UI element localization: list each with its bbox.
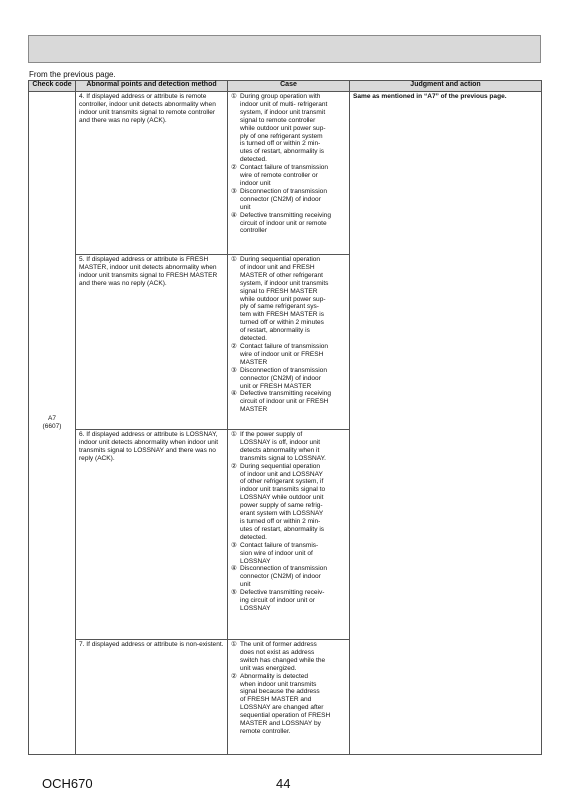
case-text-line: Contact failure of transmis-: [240, 541, 319, 549]
case-number: ②: [231, 164, 237, 172]
case-number: ④: [231, 390, 237, 398]
case-text: [240, 431, 346, 463]
case-text-line: Defective transmitting receiving: [240, 390, 331, 398]
case-text: [240, 589, 346, 613]
case-text-line: of FRESH MASTER and: [240, 696, 312, 704]
case-text: [240, 188, 346, 212]
case-number: ④: [231, 565, 237, 573]
case-text: [240, 390, 346, 414]
case-text-line: does not exist as address: [240, 648, 315, 656]
abnormal-point-cell: 5. If displayed address or attribute is FRESH MASTER, indoor unit detects abnormality when indoor unit transmits signal to FRESH MASTER and there was no reply (ACK).: [76, 255, 228, 430]
case-text-line: indoor unit transmits signal to: [240, 486, 326, 494]
case-text-line: unit was energized.: [240, 664, 297, 672]
case-text-line: sequential operation of FRESH: [240, 712, 331, 720]
case-text-line: tem with FRESH MASTER is: [240, 311, 325, 319]
case-text: [240, 641, 346, 673]
abnormal-point-cell: 6. If displayed address or attribute is LOSSNAY, indoor unit detects abnormality when indoor unit transmits signal to LOSSNAY and there was no reply (ACK).: [76, 430, 228, 640]
case-number: ①: [231, 641, 237, 648]
case-text: [240, 212, 346, 236]
case-text-line: while outdoor unit power sup-: [240, 124, 326, 132]
case-text-line: circuit of indoor unit or remote: [240, 219, 327, 227]
case-text-line: detected.: [240, 156, 267, 164]
case-text-line: During sequential operation: [240, 256, 321, 263]
case-text: [240, 343, 346, 367]
case-text-line: switch has changed while the: [240, 656, 326, 664]
case-item: [231, 565, 346, 589]
case-cell: [228, 92, 350, 255]
case-item: [231, 463, 346, 542]
case-text-line: ply of same refrigerant sys-: [240, 303, 319, 311]
case-text-line: unit: [240, 581, 251, 589]
case-text-line: Disconnection of transmission: [240, 366, 327, 374]
case-text-line: connector (CN2M) of indoor: [240, 374, 321, 382]
case-item: [231, 93, 346, 164]
case-text-line: LOSSNAY is off, indoor unit: [240, 438, 321, 446]
case-text-line: MASTER of other refrigerant: [240, 271, 323, 279]
col-header-judgment: Judgment and action: [350, 81, 542, 92]
case-item: [231, 164, 346, 188]
case-text-line: detected.: [240, 533, 267, 541]
case-number: ③: [231, 366, 237, 374]
case-text-line: system, if indoor unit transmit: [240, 108, 326, 116]
case-cell: [228, 255, 350, 430]
abnormal-point-cell: 7. If displayed address or attribute is non-existent.: [76, 640, 228, 755]
case-text-line: connector (CN2M) of indoor: [240, 573, 321, 581]
case-text-line: ing circuit of indoor unit or: [240, 597, 315, 605]
case-text-line: Disconnection of transmission: [240, 187, 327, 195]
case-text-line: wire of indoor unit or FRESH: [240, 350, 324, 358]
case-text-line: Contact failure of transmission: [240, 164, 329, 172]
case-text: [240, 463, 346, 542]
case-text-line: During group operation with: [240, 93, 321, 100]
case-number: ③: [231, 187, 237, 195]
case-text-line: utes of restart, abnormality is: [240, 148, 325, 156]
case-text-line: signal to FRESH MASTER: [240, 287, 318, 295]
document-code: OCH670: [42, 776, 93, 791]
abnormal-point-cell: 4. If displayed address or attribute is remote controller, indoor unit detects abnormality when indoor unit transmits signal to remote controller and there was no reply (ACK).: [76, 92, 228, 255]
case-number: ④: [231, 211, 237, 219]
case-item: [231, 673, 346, 736]
case-text-line: MASTER: [240, 406, 268, 414]
case-text-line: Defective transmitting receiv-: [240, 589, 325, 597]
case-item: [231, 343, 346, 367]
case-number: ②: [231, 672, 237, 680]
case-text: [240, 256, 346, 343]
table-row: [29, 92, 542, 255]
case-item: [231, 542, 346, 566]
case-item: [231, 188, 346, 212]
case-text-line: indoor unit: [240, 179, 271, 187]
case-text-line: is turned off or within 2 min-: [240, 140, 321, 148]
case-text-line: MASTER and LOSSNAY by: [240, 720, 321, 728]
case-number: ②: [231, 462, 237, 470]
case-cell: [228, 640, 350, 755]
col-header-abnormal-points: Abnormal points and detection method: [76, 81, 228, 92]
case-text-line: connector (CN2M) of indoor: [240, 195, 321, 203]
case-text-line: when indoor unit transmits: [240, 680, 317, 688]
judgment-action-cell: Same as mentioned in “A7” of the previous page.: [350, 92, 542, 755]
case-item: [231, 256, 346, 343]
case-text-line: sion wire of indoor unit of: [240, 549, 313, 557]
case-text-line: of other refrigerant system, if: [240, 478, 324, 486]
page-header-bar: [28, 35, 541, 63]
case-text-line: Defective transmitting receiving: [240, 211, 331, 219]
case-text-line: signal because the address: [240, 688, 320, 696]
case-item: [231, 367, 346, 391]
case-text-line: signal to remote controller: [240, 116, 316, 124]
case-text-line: of indoor unit and FRESH: [240, 263, 315, 271]
case-item: [231, 431, 346, 463]
case-item: [231, 641, 346, 673]
case-text-line: is turned off or within 2 min-: [240, 517, 321, 525]
case-text-line: remote controller.: [240, 727, 291, 735]
case-number: ①: [231, 431, 237, 438]
case-text-line: If the power supply of: [240, 431, 303, 438]
case-text: [240, 93, 346, 164]
check-code-cell: [29, 92, 76, 755]
case-text-line: unit: [240, 203, 251, 211]
case-text-line: turned off or within 2 minutes: [240, 319, 324, 327]
case-text-line: while outdoor unit power sup-: [240, 295, 326, 303]
case-text: [240, 673, 346, 736]
case-number: ①: [231, 256, 237, 263]
case-text-line: transmits signal to LOSSNAY.: [240, 454, 326, 462]
case-text-line: of indoor unit and LOSSNAY: [240, 470, 323, 478]
case-text-line: of restart, abnormality is: [240, 327, 310, 335]
case-text-line: indoor unit of multi- refrigerant: [240, 100, 328, 108]
case-text-line: LOSSNAY: [240, 604, 271, 612]
case-text-line: detected.: [240, 335, 267, 343]
case-text-line: LOSSNAY: [240, 557, 271, 565]
case-cell: [228, 430, 350, 640]
case-text-line: Contact failure of transmission: [240, 342, 329, 350]
case-text: [240, 367, 346, 391]
case-text-line: power supply of same refrig-: [240, 502, 323, 510]
case-text-line: MASTER: [240, 358, 268, 366]
case-text-line: utes of restart, abnormality is: [240, 525, 325, 533]
check-code-number: (6607): [42, 423, 62, 430]
case-number: ③: [231, 541, 237, 549]
table-header-row: [29, 81, 542, 92]
case-text: [240, 542, 346, 566]
case-item: [231, 390, 346, 414]
troubleshooting-table: [28, 80, 542, 755]
case-text-line: unit or FRESH MASTER: [240, 382, 312, 390]
case-item: [231, 589, 346, 613]
col-header-case: Case: [228, 81, 350, 92]
case-text-line: LOSSNAY are changed after: [240, 704, 324, 712]
case-text-line: ply of one refrigerant system: [240, 132, 323, 140]
case-text-line: detects abnormality when it: [240, 446, 320, 454]
case-text-line: circuit of indoor unit or FRESH: [240, 398, 329, 406]
check-code: A7: [47, 415, 56, 423]
case-text-line: Disconnection of transmission: [240, 565, 327, 573]
case-text-line: LOSSNAY while outdoor unit: [240, 494, 324, 502]
case-text-line: controller: [240, 227, 267, 235]
case-number: ②: [231, 342, 237, 350]
case-text-line: erant system with LOSSNAY: [240, 510, 324, 518]
case-number: ⑤: [231, 589, 237, 597]
case-text-line: During sequential operation: [240, 462, 321, 470]
case-text: [240, 164, 346, 188]
case-number: ①: [231, 93, 237, 100]
page-number: 44: [276, 776, 291, 791]
case-text-line: Abnormality is detected: [240, 672, 309, 680]
case-text-line: wire of remote controller or: [240, 172, 318, 180]
continued-note: From the previous page.: [29, 70, 116, 79]
case-text-line: system, if indoor unit transmits: [240, 279, 329, 287]
col-header-check-code: Check code: [29, 81, 76, 92]
case-text: [240, 565, 346, 589]
case-item: [231, 212, 346, 236]
case-text-line: The unit of former address: [240, 641, 317, 648]
